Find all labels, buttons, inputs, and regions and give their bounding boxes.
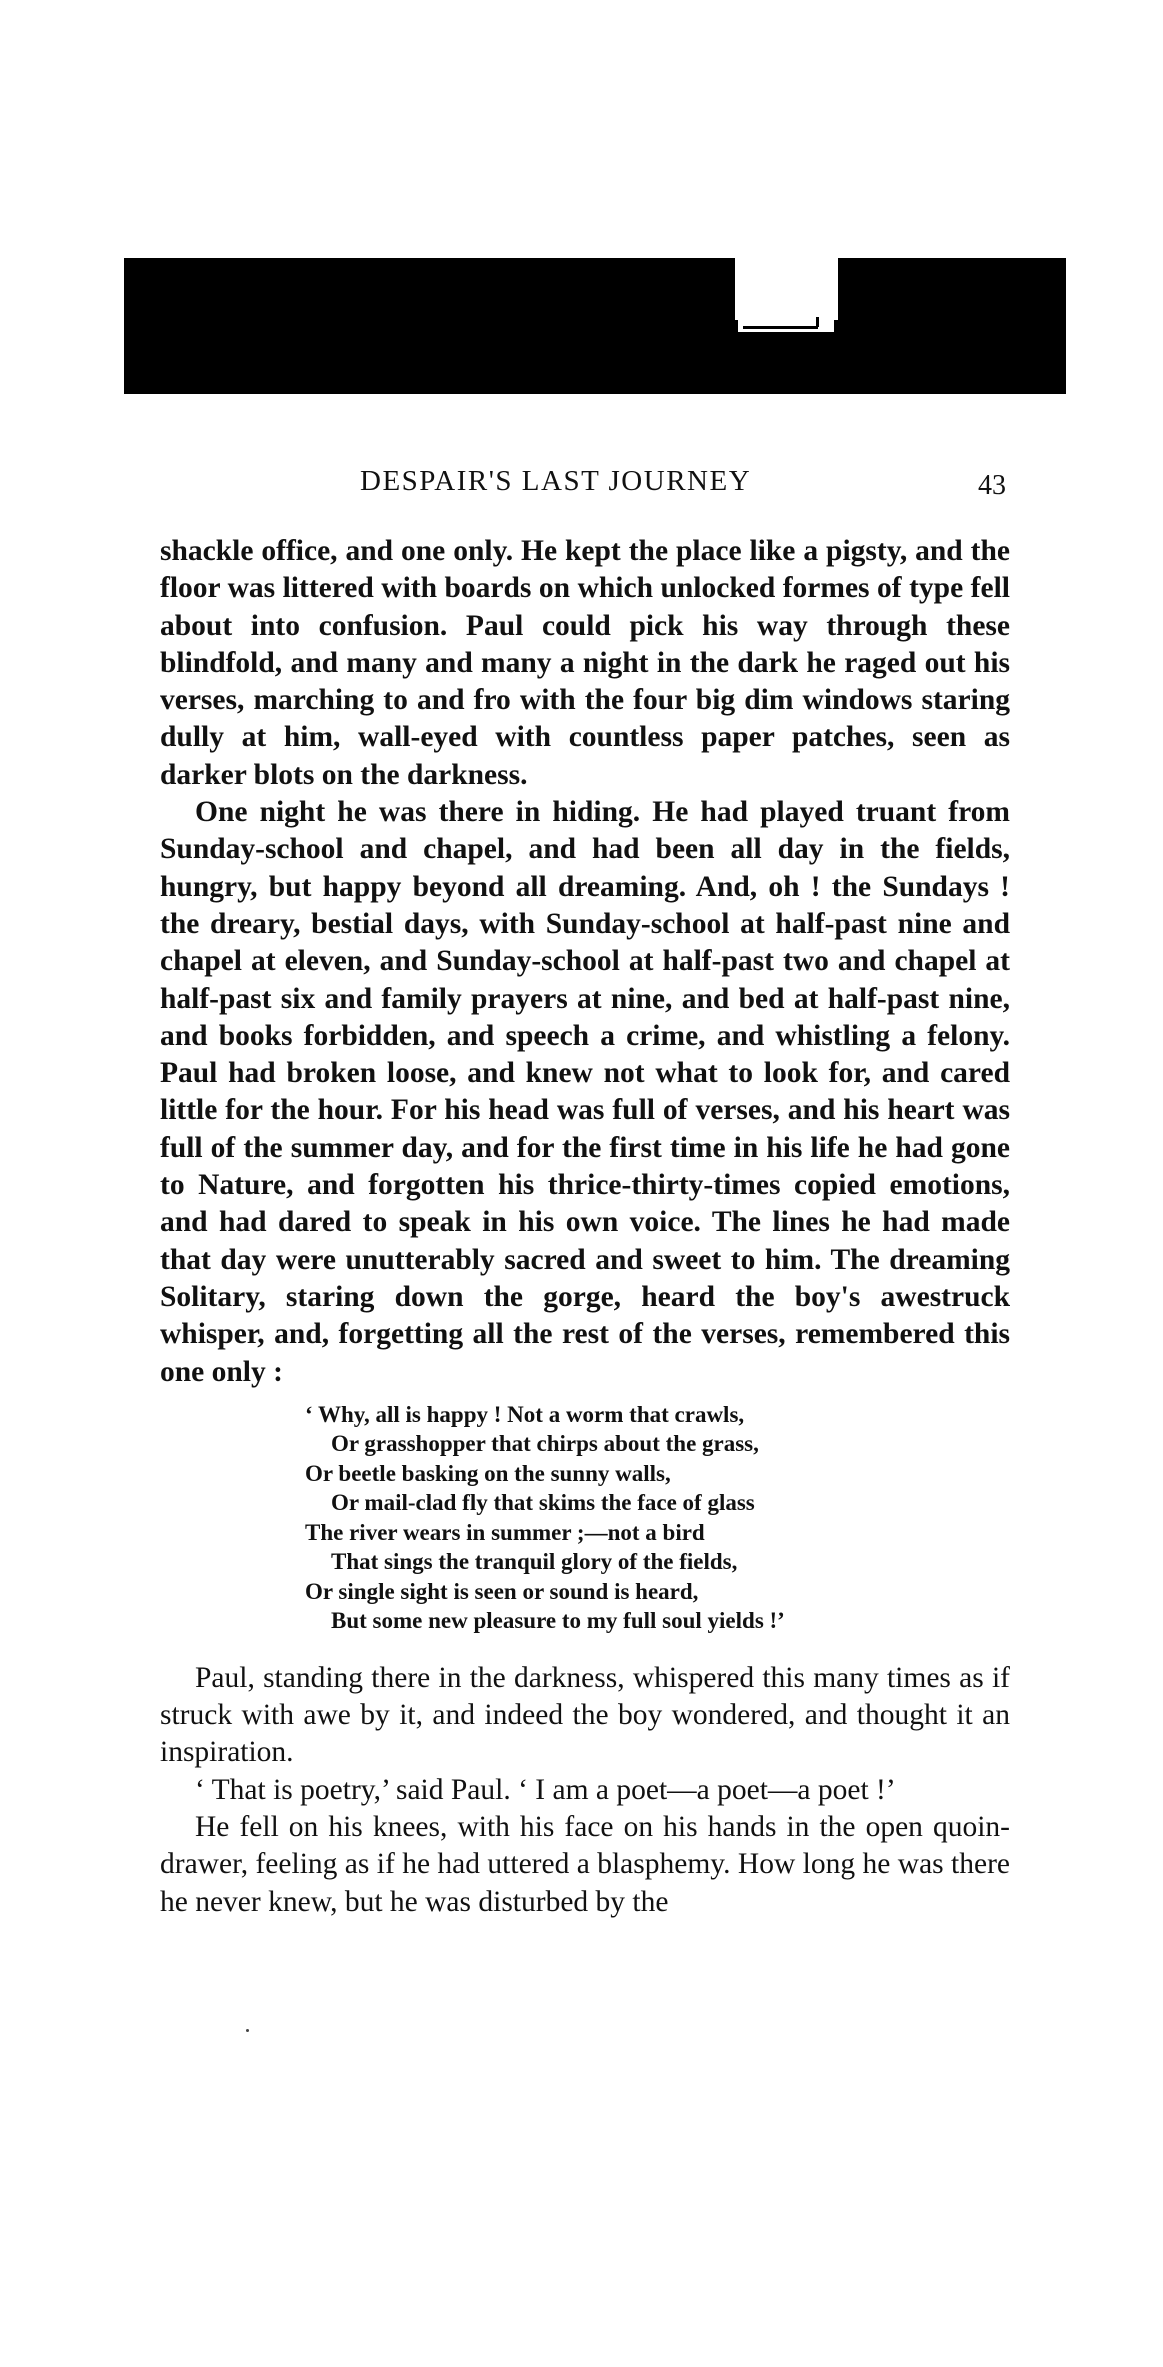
paragraph: He fell on his knees, with his face on his hands in the open quoin-drawer, feeling as if he had uttered a blasphemy. How long he was there he never knew, but he was disturbed by the	[160, 1811, 1010, 1918]
page-number: 43	[978, 470, 1006, 501]
verse-line: Or single sight is seen or sound is heard,	[305, 1578, 699, 1604]
paragraph: One night he was there in hiding. He had played truant from Sunday-school and chapel, and had been all day in the fields, hungry, but happy beyond all dreaming. And, oh ! the Sundays ! the dreary, bestial days, with Sunday-school at half-past nine and chapel at eleven, and Sunday-school at half-past two and chapel at half-past six and family prayers at nine, and bed at half-past nine, and books forbidden, and speech a crime, and whistling a felony. Paul had broken loose, and knew not what to look for, and cared little for the hour. For his head was full of verses, and his heart was full of the summer day, and for the first time in his life he had gone to Nature, and forgotten his thrice-thirty-times copied emotions, and had dared to speak in his own voice. The lines he had made that day were unutterably sacred and sweet to him. The dreaming Solitary, staring down the gorge, heard the boy's awestruck whisper, and, forgetting all the rest of the verses, remembered this one only :	[160, 796, 1010, 1388]
verse-line: But some new pleasure to my full soul yields !’	[331, 1608, 785, 1634]
ink-speck	[246, 2029, 249, 2032]
verse-line: That sings the tranquil glory of the fields,	[331, 1549, 738, 1575]
paragraph: ‘ That is poetry,’ said Paul. ‘ I am a poet—a poet—a poet !’	[195, 1773, 896, 1806]
verse-line: ‘ Why, all is happy ! Not a worm that crawls,	[305, 1401, 745, 1427]
verse-block	[305, 1400, 1010, 1636]
band-notch	[735, 258, 838, 320]
verse-line: The river wears in summer ;—not a bird	[305, 1519, 705, 1545]
verse-line: Or grasshopper that chirps about the grass,	[331, 1431, 759, 1457]
paragraph: Paul, standing there in the darkness, whispered this many times as if struck with awe by it, and indeed the boy wondered, and thought it an inspiration.	[160, 1661, 1010, 1769]
verse-line: Or beetle basking on the sunny walls,	[305, 1460, 671, 1486]
prose-section	[160, 533, 1010, 1391]
verse-line: Or mail-clad fly that skims the face of glass	[331, 1490, 755, 1516]
prose-section-after-verse	[160, 1660, 1010, 1921]
redaction-band	[124, 258, 1066, 394]
page-body	[160, 533, 1010, 1921]
running-head: DESPAIR'S LAST JOURNEY	[360, 465, 752, 497]
band-bar-mark	[743, 326, 818, 329]
paragraph: shackle office, and one only. He kept the place like a pigsty, and the floor was littered with boards on which unlocked formes of type fell about into confusion. Paul could pick his way through these blindfold, and many and many a night in the dark he raged out his verses, marching to and fro with the four big dim windows staring dully at him, wall-eyed with countless paper patches, seen as darker blots on the darkness.	[160, 535, 1010, 791]
